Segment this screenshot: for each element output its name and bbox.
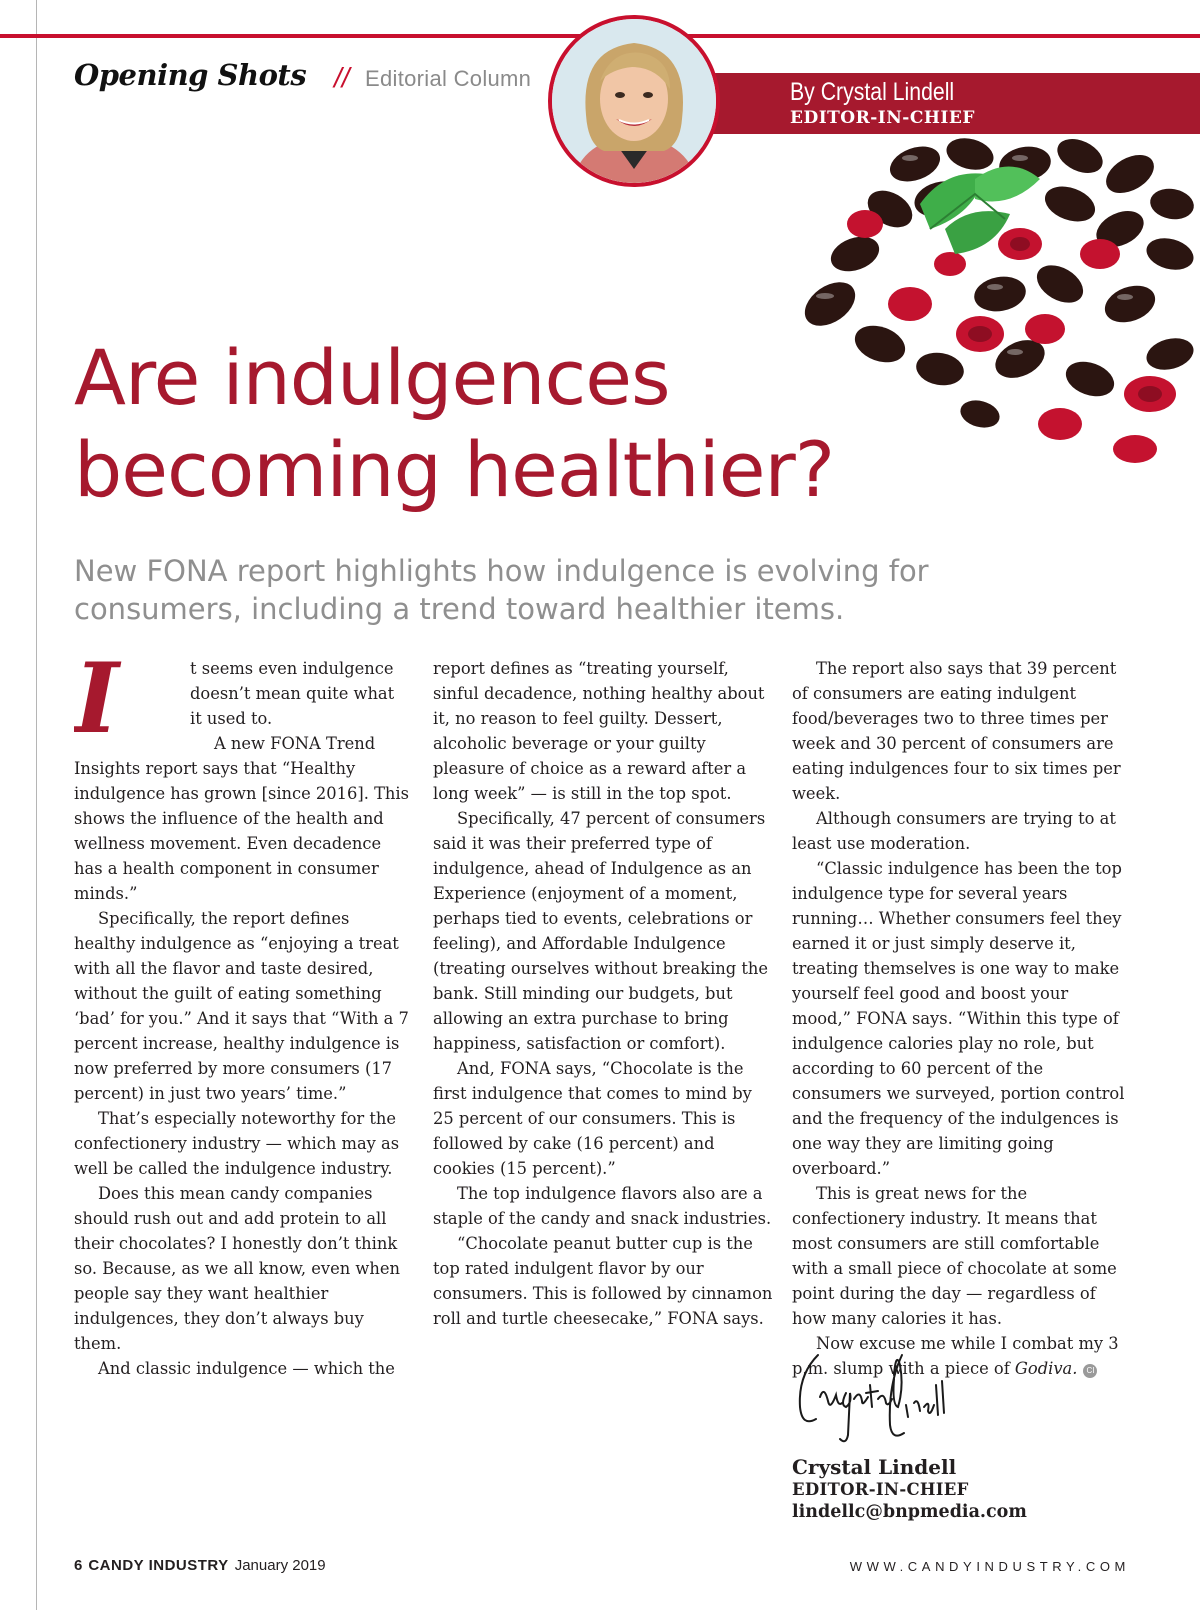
byline-role: EDITOR-IN-CHIEF [790, 108, 975, 128]
article-column-2 [433, 656, 773, 1331]
issue-date: January 2019 [234, 1557, 326, 1574]
handwritten-signature [790, 1345, 950, 1450]
svg-text:I: I [74, 656, 119, 736]
paragraph: The report also says that 39 percent of consumers are eating indulgent food/beverages two to three times per week and 30 percent of consumers are eating indulgences four to six times per week. [792, 659, 1121, 803]
page-number: 6 [74, 1557, 83, 1574]
section-subtitle: Editorial Column [365, 66, 532, 91]
signoff-email: lindellc@bnpmedia.com [792, 1502, 1027, 1522]
end-mark-icon: CI [1083, 1364, 1097, 1378]
magazine-name: CANDY INDUSTRY [88, 1557, 229, 1574]
paragraph: And classic indulgence — which the [98, 1359, 395, 1378]
paragraph: And, FONA says, “Chocolate is the first indulgence that comes to mind by 25 percent of our consumers. This is followed by cake (16 percent) and cookies (15 percent).” [433, 1059, 752, 1178]
closing-brand: Godiva. [1014, 1359, 1078, 1378]
article-column-1 [74, 656, 410, 1381]
paragraph: That’s especially noteworthy for the confectionery industry — which may as well be called the indulgence industry. [74, 1109, 400, 1178]
headline-line-1: Are indulgences [74, 333, 670, 422]
paragraph: A new FONA Trend Insights report says that “Healthy indulgence has grown [since 2016]. This shows the influence of the health and wellness movement. Even decadence has a health component in consumer minds.” [74, 734, 409, 903]
closing-text: Now excuse me while I combat my 3 p.m. slump with a piece of [792, 1334, 1119, 1378]
paragraph: Specifically, 47 percent of consumers said it was their preferred type of indulgence, ahead of Indulgence as an Experience (enjoyment of a moment, perhaps tied to events, celebrations or feeling), and Affordable Indulgence (treating ourselves without breaking the bank. Still minding our budgets, but allowing an extra purchase to bring happiness, satisfaction or comfort). [433, 809, 769, 1053]
paragraph: Specifically, the report defines healthy indulgence as “enjoying a treat with all the flavor and taste desired, without the guilt of eating something ‘bad’ for you.” And it says that “With a 7 percent increase, healthy indulgence is now preferred by more consumers (17 percent) in just two years’ time.” [74, 909, 409, 1103]
article-column-3 [792, 656, 1128, 1381]
footer-folio [74, 1557, 326, 1574]
footer-website: WWW.CANDYINDUSTRY.COM [849, 1559, 1130, 1574]
paragraph: The top indulgence flavors also are a staple of the candy and snack industries. [433, 1184, 772, 1228]
paragraph: Does this mean candy companies should rush out and add protein to all their chocolates? I honestly don’t think so. Because, as we all know, even when people say they want healthier indulgences, they don’t always buy them. [74, 1184, 400, 1353]
paragraph: This is great news for the confectionery industry. It means that most consumers are still comfortable with a small piece of chocolate at some point during the day — regardless of how many calories it has. [792, 1184, 1117, 1328]
subhead: New FONA report highlights how indulgence is evolving for consumers, including a trend toward healthier items. [74, 554, 929, 626]
chocolate-cranberry-mint-photo [770, 134, 1200, 494]
signoff-name: Crystal Lindell [792, 1455, 957, 1479]
headline-line-2: becoming healthier? [74, 425, 835, 514]
author-portrait [548, 15, 720, 187]
byline: By Crystal Lindell [790, 78, 955, 106]
left-margin-rule [36, 0, 37, 1610]
paragraph: Although consumers are trying to at least use moderation. [792, 809, 1116, 853]
section-title: Opening Shots [74, 58, 307, 92]
paragraph: “Chocolate peanut butter cup is the top rated indulgent flavor by our consumers. This is followed by cinnamon roll and turtle cheesecake,” FONA says. [433, 1234, 773, 1328]
headline [74, 332, 834, 516]
paragraph: t seems even indulgence doesn’t mean quite what it used to. [190, 659, 395, 728]
section-separator: // [334, 62, 350, 93]
signoff-role: EDITOR-IN-CHIEF [792, 1480, 969, 1499]
paragraph: report defines as “treating yourself, sinful decadence, nothing healthy about it, no reason to feel guilty. Dessert, alcoholic beverage or your guilty pleasure of choice as a reward after a long week” — is still in the top spot. [433, 659, 765, 803]
drop-cap [74, 656, 184, 736]
paragraph: “Classic indulgence has been the top indulgence type for several years running… Whether consumers feel they earned it or just simply deserve it, treating themselves is one way to make yourself feel good and boost your mood,” FONA says. “Within this type of indulgence calories play no role, but according to 60 percent of the consumers we surveyed, portion control and the frequency of the indulgences is one way they are limiting going overboard.” [792, 859, 1125, 1178]
